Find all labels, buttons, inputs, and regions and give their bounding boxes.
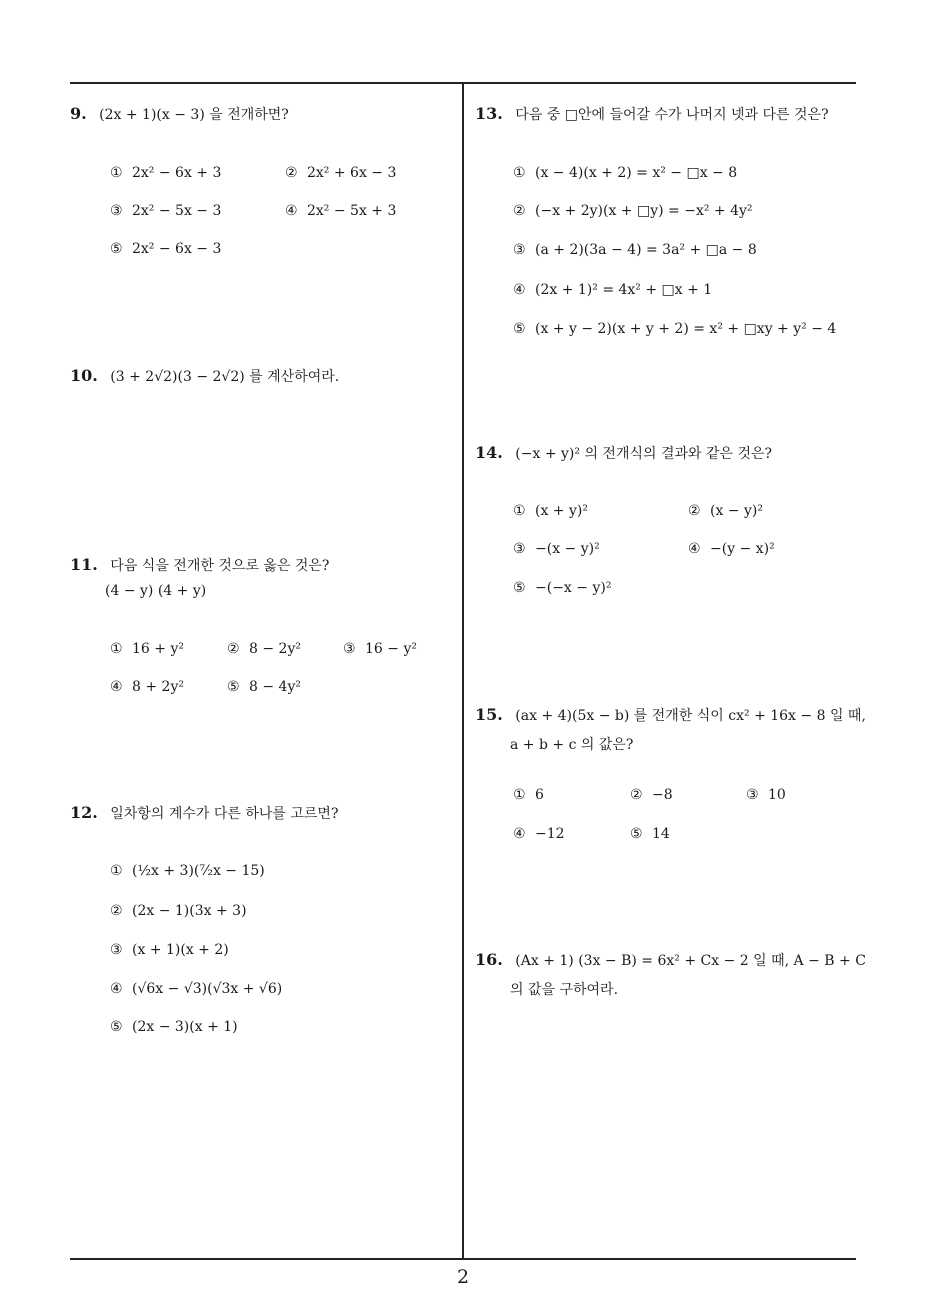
question-expression: (4 − y) (4 + y) (105, 583, 207, 599)
q9-option-5[interactable] (110, 241, 221, 257)
option-marker: ② (110, 903, 123, 919)
option-marker: ③ (513, 242, 526, 258)
option-marker: ③ (110, 942, 123, 958)
option-text: −(x − y)² (535, 541, 600, 557)
option-text: (−x + 2y)(x + □y) = −x² + 4y² (535, 203, 753, 219)
question-stem: (Ax + 1) (3x − B) = 6x² + Cx − 2 일 때, A − B + C (515, 953, 866, 969)
option-marker: ④ (513, 282, 526, 298)
option-text: 14 (652, 826, 670, 842)
q12-option-4[interactable] (110, 981, 282, 997)
question-9 (70, 104, 289, 125)
q9-option-3[interactable] (110, 203, 221, 219)
q13-option-1[interactable] (513, 165, 737, 181)
q11-option-3[interactable] (343, 641, 417, 657)
option-text: (√6x − √3)(√3x + √6) (132, 981, 283, 997)
option-marker: ③ (746, 787, 759, 803)
option-text: 16 − y² (365, 641, 417, 657)
q14-option-5[interactable] (513, 580, 611, 596)
option-marker: ① (110, 165, 123, 181)
q9-option-1[interactable] (110, 165, 221, 181)
option-text: 8 − 2y² (249, 641, 301, 657)
question-10 (70, 366, 339, 387)
option-text: −(y − x)² (710, 541, 775, 557)
q13-option-5[interactable] (513, 321, 836, 337)
option-text: (a + 2)(3a − 4) = 3a² + □a − 8 (535, 242, 757, 258)
question-number: 16. (475, 950, 503, 969)
q14-option-4[interactable] (688, 541, 775, 557)
option-marker: ② (630, 787, 643, 803)
option-marker: ① (513, 165, 526, 181)
option-marker: ③ (110, 203, 123, 219)
option-marker: ① (110, 641, 123, 657)
q14-option-2[interactable] (688, 503, 763, 519)
q11-option-5[interactable] (227, 679, 301, 695)
question-stem: 다음 중 □안에 들어갈 수가 나머지 넷과 다른 것은? (515, 107, 829, 123)
q15-option-2[interactable] (630, 787, 673, 803)
question-stem: (2x + 1)(x − 3) 을 전개하면? (99, 107, 289, 123)
q12-option-3[interactable] (110, 942, 229, 958)
question-12 (70, 803, 338, 824)
q13-option-3[interactable] (513, 242, 757, 258)
option-text: (x + 1)(x + 2) (132, 942, 229, 958)
option-marker: ② (688, 503, 701, 519)
question-number: 14. (475, 443, 503, 462)
option-text: 2x² − 6x + 3 (132, 165, 222, 181)
option-marker: ④ (285, 203, 298, 219)
question-stem-continued: a + b + c 의 값은? (510, 737, 634, 753)
question-number: 10. (70, 366, 98, 385)
question-14 (475, 443, 772, 464)
option-text: 10 (768, 787, 786, 803)
q11-option-2[interactable] (227, 641, 301, 657)
question-stem-continued: 의 값을 구하여라. (510, 982, 619, 998)
option-marker: ⑤ (513, 580, 526, 596)
option-marker: ⑤ (110, 241, 123, 257)
question-stem: 다음 식을 전개한 것으로 옳은 것은? (110, 558, 330, 574)
option-marker: ⑤ (227, 679, 240, 695)
question-number: 15. (475, 705, 503, 724)
option-marker: ① (110, 863, 123, 879)
option-text: (2x + 1)² = 4x² + □x + 1 (535, 282, 713, 298)
option-text: (½x + 3)(⁷⁄₂x − 15) (132, 863, 265, 879)
question-number: 9. (70, 104, 87, 123)
column-divider (462, 82, 464, 1259)
option-marker: ③ (343, 641, 356, 657)
option-marker: ② (513, 203, 526, 219)
option-marker: ② (285, 165, 298, 181)
option-marker: ① (513, 787, 526, 803)
question-number: 13. (475, 104, 503, 123)
question-15 (475, 705, 866, 753)
option-text: (x + y)² (535, 503, 588, 519)
q12-option-5[interactable] (110, 1019, 238, 1035)
q15-option-1[interactable] (513, 787, 544, 803)
question-11 (70, 555, 330, 599)
option-text: −(−x − y)² (535, 580, 612, 596)
q15-option-4[interactable] (513, 826, 565, 842)
q13-option-2[interactable] (513, 203, 753, 219)
question-stem: 일차항의 계수가 다른 하나를 고르면? (110, 806, 339, 822)
bottom-rule (70, 1258, 856, 1260)
option-marker: ⑤ (513, 321, 526, 337)
option-text: 2x² + 6x − 3 (307, 165, 397, 181)
question-stem: (ax + 4)(5x − b) 를 전개한 식이 cx² + 16x − 8 일 때, (515, 708, 866, 724)
option-text: −12 (535, 826, 565, 842)
option-text: (x − 4)(x + 2) = x² − □x − 8 (535, 165, 738, 181)
option-marker: ④ (513, 826, 526, 842)
option-text: 16 + y² (132, 641, 184, 657)
page-number: 2 (456, 1266, 470, 1288)
q15-option-3[interactable] (746, 787, 786, 803)
option-marker: ② (227, 641, 240, 657)
option-marker: ④ (110, 981, 123, 997)
option-text: 2x² − 6x − 3 (132, 241, 222, 257)
option-text: (2x − 1)(3x + 3) (132, 903, 247, 919)
question-stem: (3 + 2√2)(3 − 2√2) 를 계산하여라. (110, 369, 340, 385)
q14-option-1[interactable] (513, 503, 588, 519)
q11-option-4[interactable] (110, 679, 184, 695)
option-text: 8 + 2y² (132, 679, 184, 695)
option-text: 8 − 4y² (249, 679, 301, 695)
option-text: 6 (535, 787, 544, 803)
question-number: 12. (70, 803, 98, 822)
option-marker: ① (513, 503, 526, 519)
question-13 (475, 104, 829, 125)
q11-option-1[interactable] (110, 641, 184, 657)
option-marker: ④ (688, 541, 701, 557)
question-number: 11. (70, 555, 98, 574)
question-stem: (−x + y)² 의 전개식의 결과와 같은 것은? (515, 446, 773, 462)
q12-option-1[interactable] (110, 863, 265, 879)
question-16 (475, 950, 866, 998)
q9-option-2[interactable] (285, 165, 396, 181)
q9-option-4[interactable] (285, 203, 396, 219)
option-marker: ③ (513, 541, 526, 557)
q12-option-2[interactable] (110, 903, 247, 919)
option-text: 2x² − 5x + 3 (307, 203, 397, 219)
option-text: 2x² − 5x − 3 (132, 203, 222, 219)
option-text: (2x − 3)(x + 1) (132, 1019, 238, 1035)
option-text: (x − y)² (710, 503, 763, 519)
option-marker: ⑤ (110, 1019, 123, 1035)
q14-option-3[interactable] (513, 541, 600, 557)
q13-option-4[interactable] (513, 282, 712, 298)
option-marker: ④ (110, 679, 123, 695)
q15-option-5[interactable] (630, 826, 670, 842)
option-text: (x + y − 2)(x + y + 2) = x² + □xy + y² − 4 (535, 321, 837, 337)
option-marker: ⑤ (630, 826, 643, 842)
option-text: −8 (652, 787, 673, 803)
